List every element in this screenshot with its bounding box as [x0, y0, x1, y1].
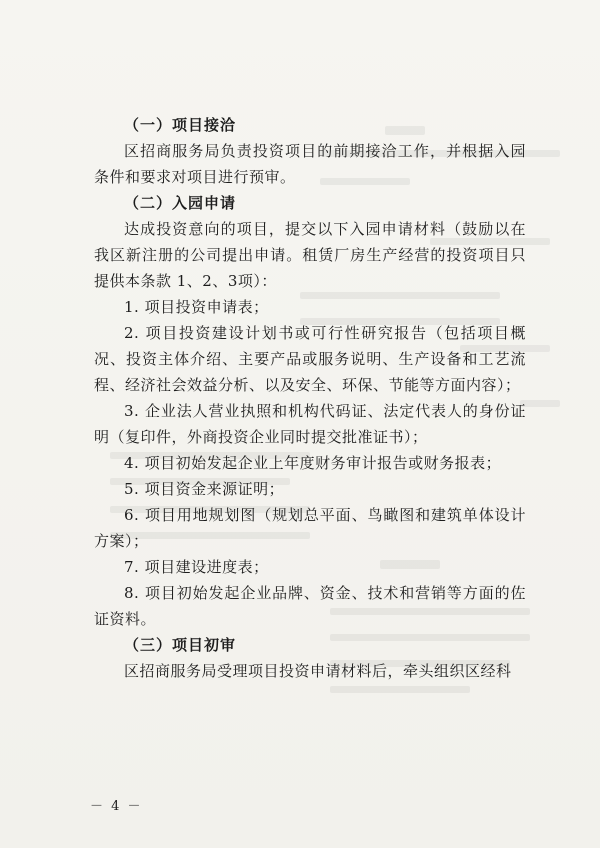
section-heading: （三）项目初审 [124, 636, 237, 654]
list-item: 5. 项目资金来源证明； [124, 480, 285, 498]
document-body [94, 112, 526, 684]
paragraph: 区招商服务局负责投资项目的前期接洽工作，并根据入园条件和要求对项目进行预审。 [94, 142, 526, 186]
list-item: 4. 项目初始发起企业上年度财务审计报告或财务报表； [124, 454, 502, 472]
section-heading: （二）入园申请 [124, 194, 237, 212]
list-item: 2. 项目投资建设计划书或可行性研究报告（包括项目概况、投资主体介绍、主要产品或服务说明、生产设备和工艺流程、经济社会效益分析、以及安全、环保、节能等方面内容）； [94, 324, 526, 394]
page-number: － 4 － [90, 799, 143, 814]
paragraph: 区招商服务局受理项目投资申请材料后，牵头组织区经科 [124, 662, 512, 680]
list-item: 1. 项目投资申请表； [124, 298, 269, 316]
paragraph: 达成投资意向的项目，提交以下入园申请材料（鼓励以在我区新注册的公司提出申请。租赁厂房生产经营的投资项目只提供本条款 1、2、3项）： [94, 220, 526, 290]
list-item: 7. 项目建设进度表； [124, 558, 269, 576]
list-item: 3. 企业法人营业执照和机构代码证、法定代表人的身份证明（复印件，外商投资企业同时提交批准证书）； [94, 402, 526, 446]
section-heading: （一）项目接洽 [124, 116, 237, 134]
list-item: 8. 项目初始发起企业品牌、资金、技术和营销等方面的佐证资料。 [94, 584, 526, 628]
list-item: 6. 项目用地规划图（规划总平面、鸟瞰图和建筑单体设计方案）； [94, 506, 526, 550]
